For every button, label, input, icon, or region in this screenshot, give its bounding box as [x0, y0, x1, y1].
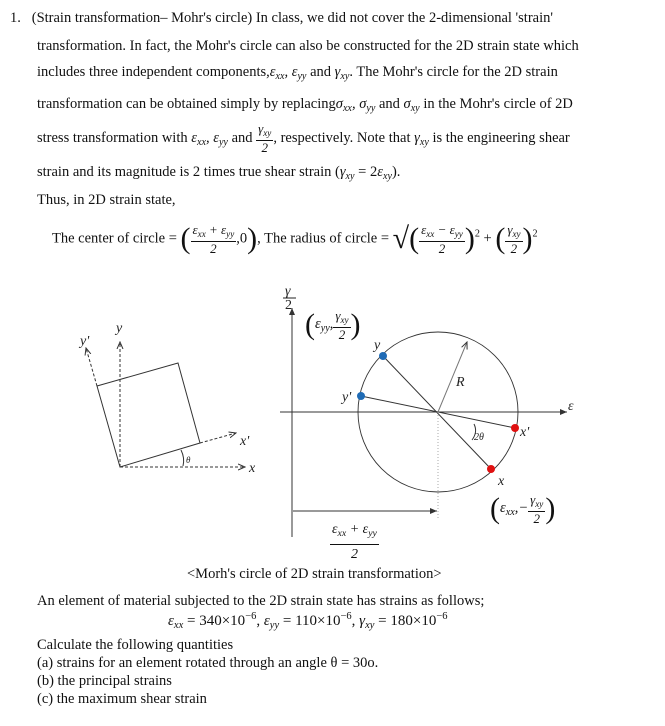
- problem-line-4: transformation can be obtained simply by replacingσ$_{xx}$, $\sigma_{yy}$ and $\sigma_{xy}$ in the Mohr's circle of 2D: [37, 96, 573, 114]
- theta-label: θ: [186, 455, 191, 465]
- figure-caption: <Morh's circle of 2D strain transformation>: [187, 566, 442, 582]
- x-prime-label: x': [240, 434, 250, 449]
- circle-x-label: x: [498, 474, 505, 489]
- y-prime-label: y': [80, 334, 90, 349]
- given-strains: $\varepsilon_{xx} = 340\times 10^{-6}$, $\varepsilon_{yy} = 110\times 10^{-6}$, $\gamma_{xy} = 180\times 10^{-6}$: [168, 611, 448, 631]
- problem-line-5: stress transformation with $\varepsilon_{xx}$, $\varepsilon_{yy}$ and $\gamma_{xy}$ 2 , respectively. Note that $\gamma_{xy}$ is the engineering shear: [37, 121, 570, 155]
- x-axis-label: x: [249, 461, 256, 476]
- two-theta-label: 2θ: [474, 432, 484, 443]
- center-formula: The center of circle = ( $\varepsilon_{xx} + \varepsilon_{yy}$ 2 ,0), The radius of circle = √( $\varepsilon_{xx} - \varepsilon_{yy}$ 2 )$^2$ + ( $\gamma_{xy}$ 2 )$^2$: [52, 221, 538, 256]
- circle-y-prime-label: y': [342, 390, 352, 405]
- y-axis-label: y: [116, 321, 123, 336]
- question-c: (c) the maximum shear strain: [37, 691, 207, 707]
- element-sketch: [86, 342, 245, 467]
- point-x: [487, 465, 495, 473]
- center-distance-label: $\varepsilon_{xx} + \varepsilon_{yy}$ 2: [332, 522, 377, 562]
- point-y-prime: [357, 392, 365, 400]
- problem-line-1: 1. (Strain transformation– Mohr's circle) In class, we did not cover the 2-dimensional 'strain': [10, 10, 553, 26]
- circle-x-prime-label: x': [520, 425, 530, 440]
- radius-label-R: R: [456, 375, 465, 390]
- radius-label: The radius of circle =: [264, 230, 390, 247]
- gamma-axis-denominator: 2: [285, 298, 292, 313]
- given-intro: An element of material subjected to the 2D strain state has strains as follows;: [37, 593, 485, 609]
- problem-line-6: strain and its magnitude is 2 times true shear strain $(\gamma_{xy} = 2\varepsilon_{xy})$.: [37, 164, 401, 182]
- point-x-coordinates: ($\varepsilon_{xx},-$ $\gamma_{xy}$ 2 ): [490, 491, 556, 526]
- question-b: (b) the principal strains: [37, 673, 172, 689]
- questions-intro: Calculate the following quantities: [37, 637, 234, 653]
- point-y-coordinates: ($\varepsilon_{yy}$, $\gamma_{xy}$ 2 ): [305, 307, 361, 342]
- problem-line-2: transformation. In fact, the Mohr's circle can also be constructed for the 2D strain state which: [37, 38, 579, 54]
- gamma-axis-label: γ: [285, 284, 291, 299]
- question-a: (a) strains for an element rotated through an angle θ = 30o.: [37, 655, 379, 671]
- point-x-prime: [511, 424, 519, 432]
- problem-line-7: Thus, in 2D strain state,: [37, 192, 176, 208]
- epsilon-axis-label: ε: [568, 399, 574, 414]
- point-y: [379, 352, 387, 360]
- problem-line-3: includes three independent $components,\varepsilon_{xx}$, $\varepsilon_{yy}$ and $\gamma_{xy}$. The Mohr's circle for the 2D strain: [37, 64, 558, 82]
- problem-title: (Strain transformation– Mohr's circle): [31, 10, 253, 26]
- circle-y-label: y: [374, 338, 381, 353]
